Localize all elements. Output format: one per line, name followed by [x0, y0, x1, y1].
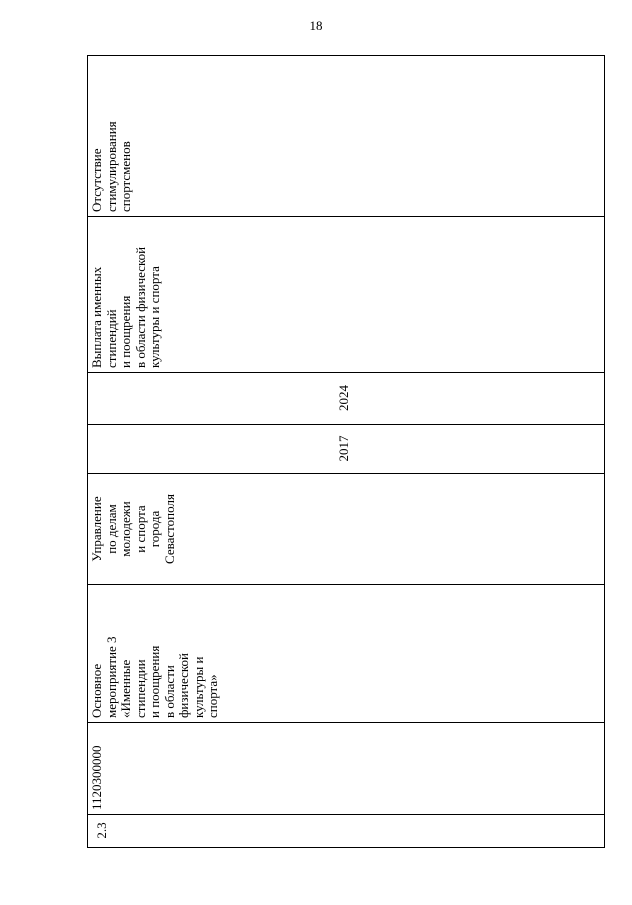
- activity-name: Основное мероприятие 3 «Именные стипендии и поощрения в области физической культуры и спорта»: [89, 636, 220, 718]
- cell-end-year: [88, 372, 604, 424]
- cell-budget-code: [88, 722, 604, 814]
- executor: Управление по делам молодежи и спорта города Севастополя: [89, 494, 177, 564]
- cell-activity-name: [88, 584, 604, 722]
- cell-start-year: [88, 424, 604, 473]
- row-number: 2.3: [94, 822, 109, 839]
- end-year: 2024: [336, 385, 351, 411]
- activity-table: [87, 55, 605, 848]
- cell-consequence: [88, 54, 604, 216]
- cell-executor: [88, 473, 604, 584]
- cell-expected-result: [88, 216, 604, 372]
- cell-row-number: [88, 814, 604, 847]
- budget-code: 1120300000: [89, 745, 104, 810]
- page-number: 18: [309, 18, 323, 33]
- expected-result: Выплата именных стипендий и поощрения в области физической культуры и спорта: [89, 246, 162, 368]
- consequence: Отсутствие стимулирования спортсменов: [89, 121, 133, 212]
- start-year: 2017: [336, 435, 351, 462]
